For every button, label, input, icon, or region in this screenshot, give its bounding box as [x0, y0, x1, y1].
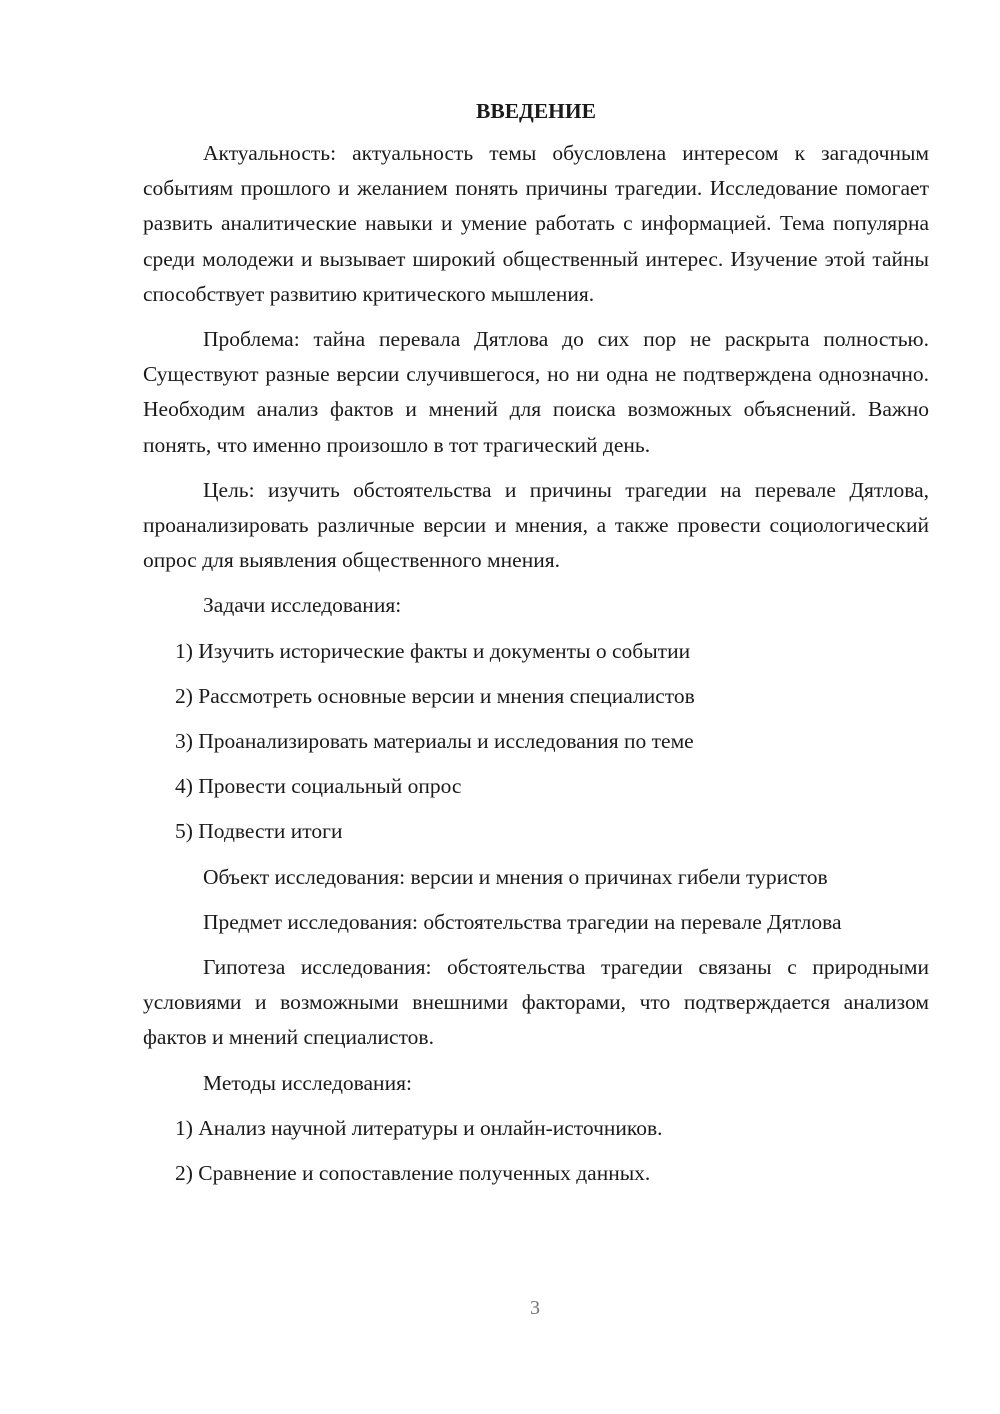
- research-object: Объект исследования: версии и мнения о причинах гибели туристов: [203, 864, 828, 889]
- research-hypothesis: Гипотеза исследования: обстоятельства трагедии связаны с природными условиями и возможными внешними факторами, что подтверждается анализом фактов и мнений специалистов.: [143, 955, 929, 1050]
- method-item-1: 1) Анализ научной литературы и онлайн-источников.: [175, 1115, 663, 1140]
- page-number: 3: [530, 1297, 540, 1319]
- method-item-2: 2) Сравнение и сопоставление полученных данных.: [175, 1161, 651, 1186]
- task-item-5: 5) Подвести итоги: [175, 819, 343, 844]
- section-heading: ВВЕДЕНИЕ: [476, 99, 596, 123]
- document-page: [143, 96, 929, 1201]
- task-item-1: 1) Изучить исторические факты и документы о событии: [175, 638, 691, 663]
- task-item-2: 2) Рассмотреть основные версии и мнения специалистов: [175, 683, 695, 708]
- task-item-4: 4) Провести социальный опрос: [175, 774, 462, 799]
- task-item-3: 3) Проанализировать материалы и исследования по теме: [175, 729, 694, 754]
- paragraph-goal: Цель: изучить обстоятельства и причины трагедии на перевале Дятлова, проанализировать различные версии и мнения, а также провести социологический опрос для выявления общественного мнения.: [143, 477, 929, 573]
- paragraph-relevance: Актуальность: актуальность темы обусловлена интересом к загадочным событиям прошлого и желанием понять причины трагедии. Исследование помогает развить аналитические навыки и умение работать с информацией. Тема популярна среди молодежи и вызывает широкий общественный интерес. Изучение этой тайны способствует развитию критического мышления.: [143, 141, 929, 306]
- paragraph-problem: Проблема: тайна перевала Дятлова до сих пор не раскрыта полностью. Существуют разные версии случившегося, но ни одна не подтверждена однозначно. Необходим анализ фактов и мнений для поиска возможных объяснений. Важно понять, что именно произошло в тот трагический день.: [143, 327, 929, 457]
- methods-title: Методы исследования:: [203, 1070, 412, 1095]
- research-subject: Предмет исследования: обстоятельства трагедии на перевале Дятлова: [203, 909, 842, 934]
- tasks-title: Задачи исследования:: [203, 593, 402, 618]
